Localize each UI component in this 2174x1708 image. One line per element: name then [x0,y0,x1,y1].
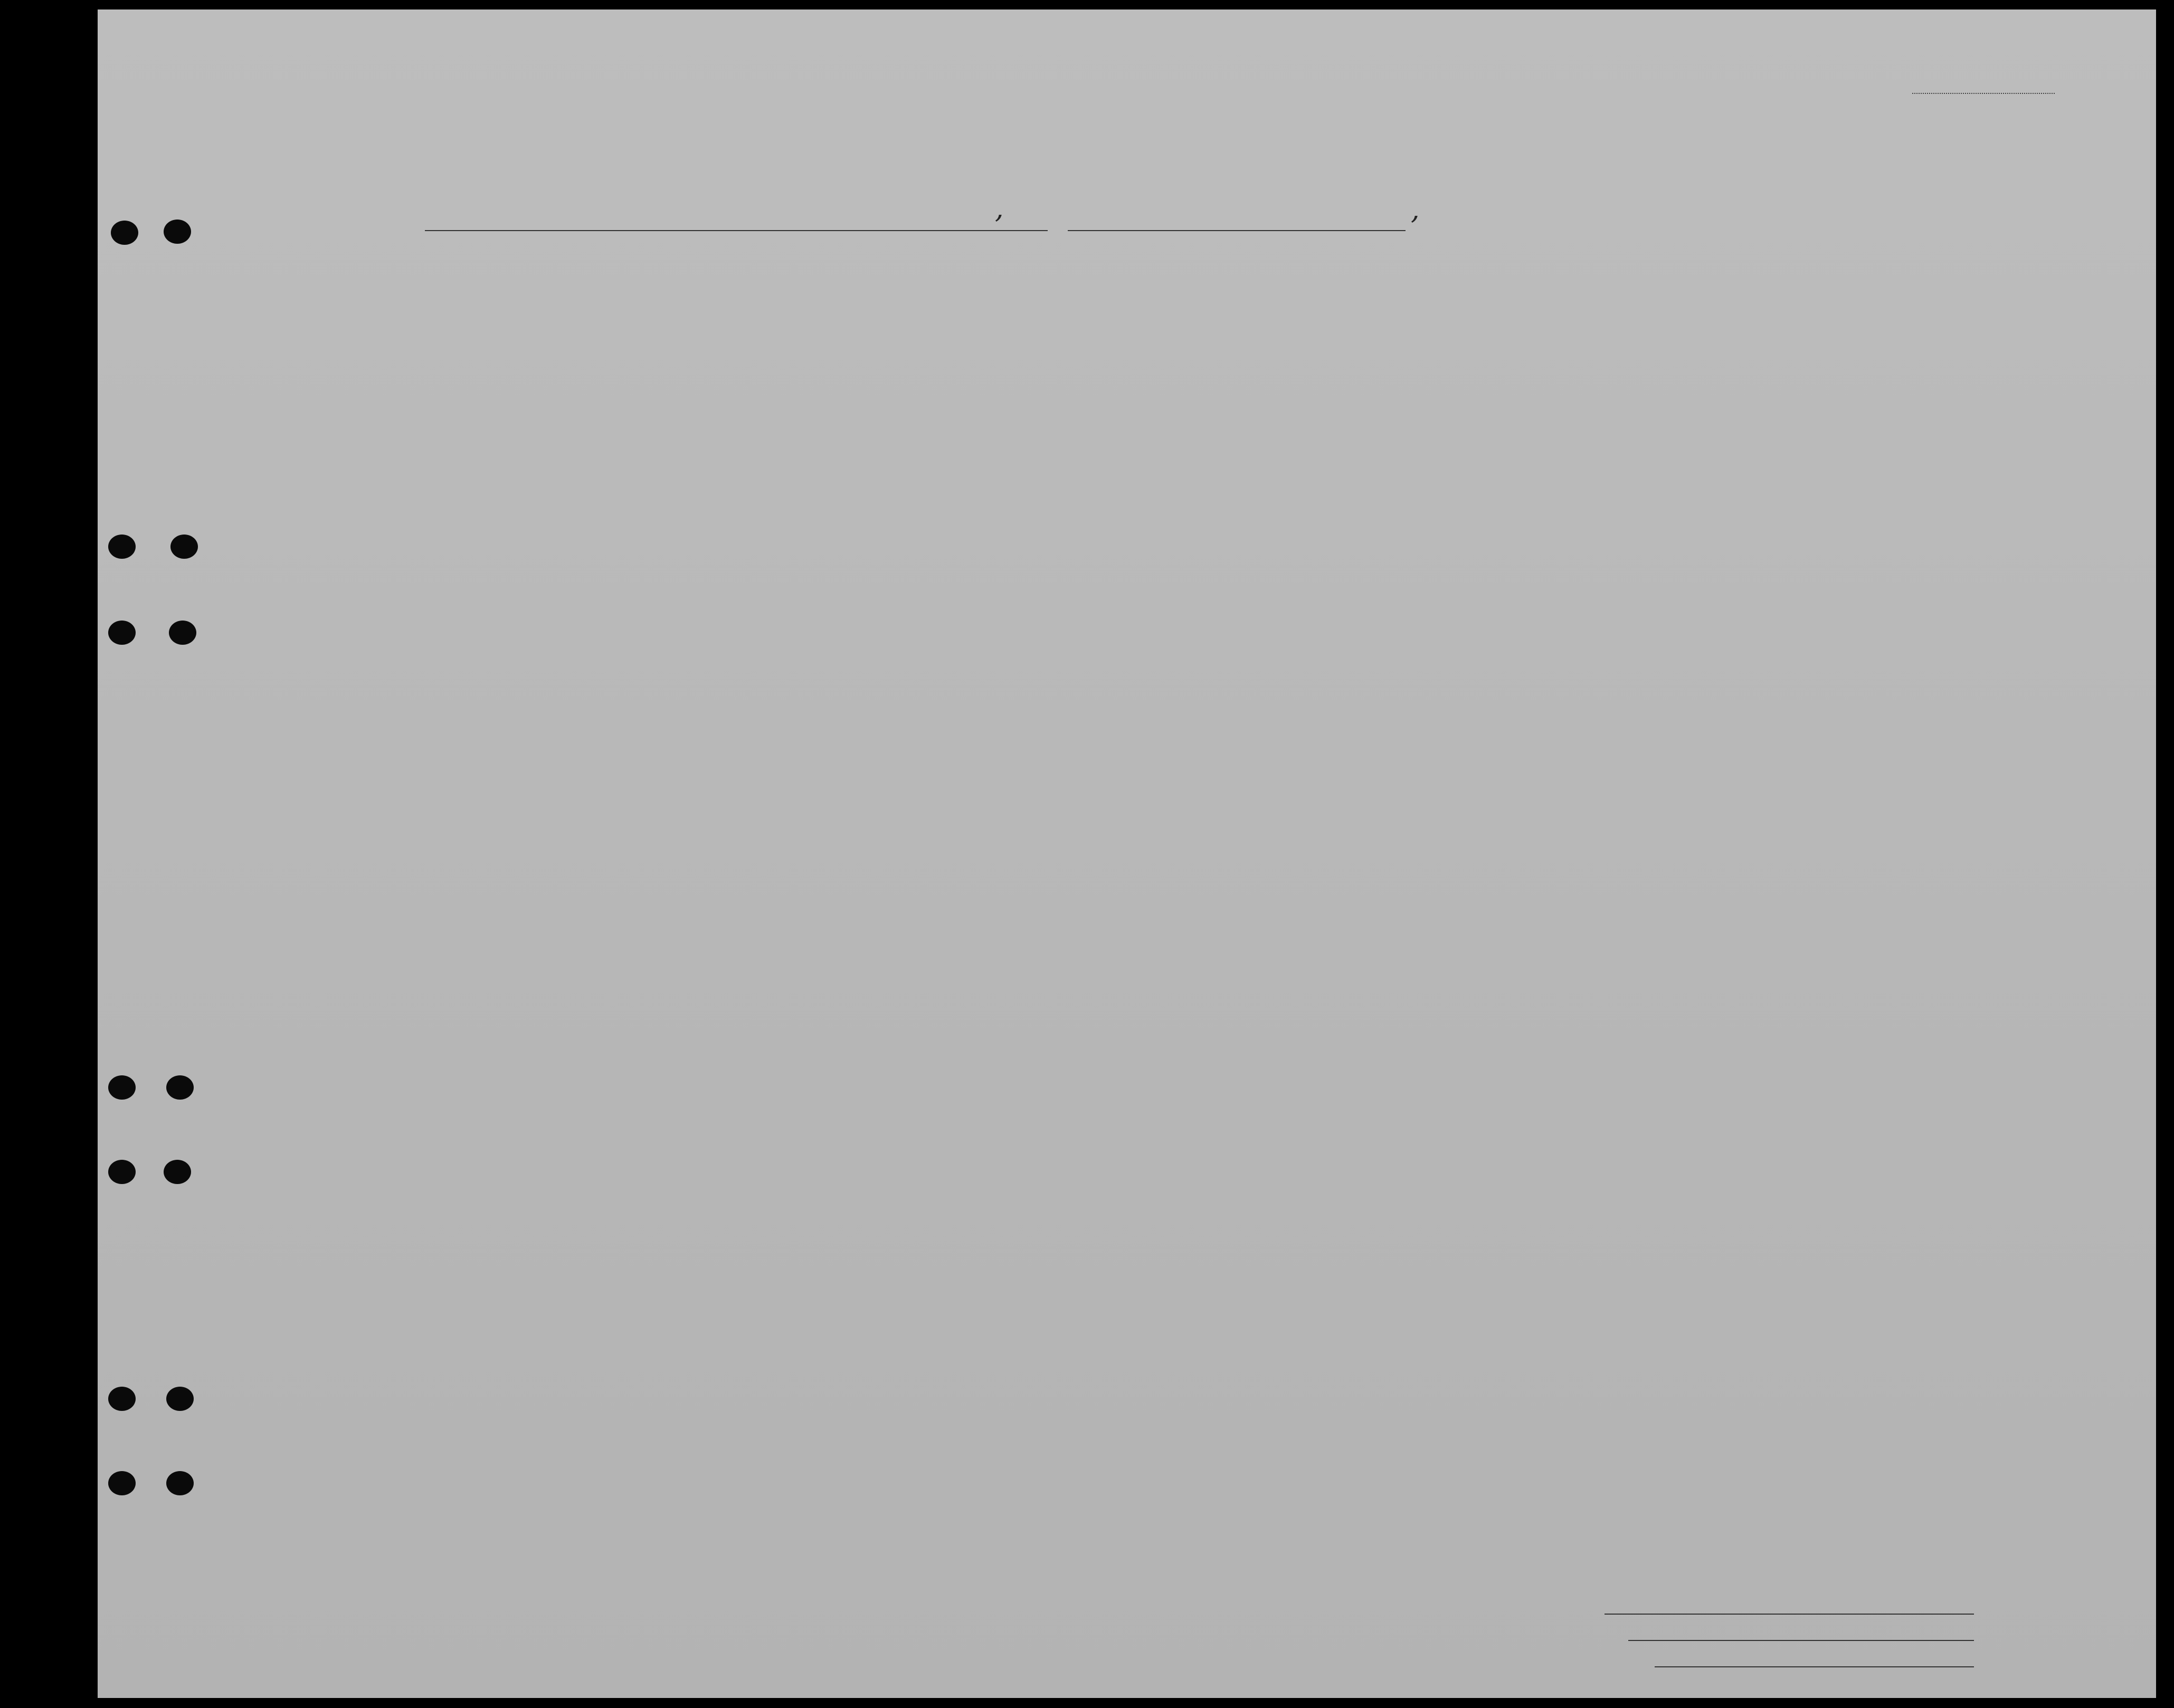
binding-hole [108,1160,136,1184]
header-purpose-c [1362,313,1385,413]
header-ticket [685,294,710,411]
binding-hole [108,535,136,559]
binding-hole [108,1075,136,1100]
header-anarchist [1472,294,1489,411]
binding-hole [166,1471,194,1495]
binding-hole [166,1075,194,1100]
header-arrested [1625,289,1643,413]
header-offer-labor [1554,289,1596,413]
line-field[interactable] [1605,1614,1974,1615]
local-agents-field[interactable] [1655,1666,1974,1667]
owners-field[interactable] [1628,1640,1974,1641]
header-feet [1768,368,1786,416]
header-inches [1793,368,1811,416]
binding-hole [164,1160,191,1184]
header-polygamist [1444,294,1460,411]
binding-hole [166,1387,194,1411]
binding-hole [170,535,198,559]
binding-hole [169,621,196,645]
header-prison [1392,289,1434,413]
binding-hole [111,221,138,245]
header-purpose-b [1326,313,1350,413]
header-fifty-dollars [815,294,839,411]
header-excluded [1599,289,1621,413]
binding-hole [108,1471,136,1495]
header-purpose-a [1284,313,1311,413]
manifest-sheet: , , [98,9,2156,1698]
binding-hole [108,621,136,645]
form-grid [98,9,2156,1698]
header-overthrow [1497,289,1549,413]
binding-hole [164,220,191,244]
binding-hole [108,1387,136,1411]
